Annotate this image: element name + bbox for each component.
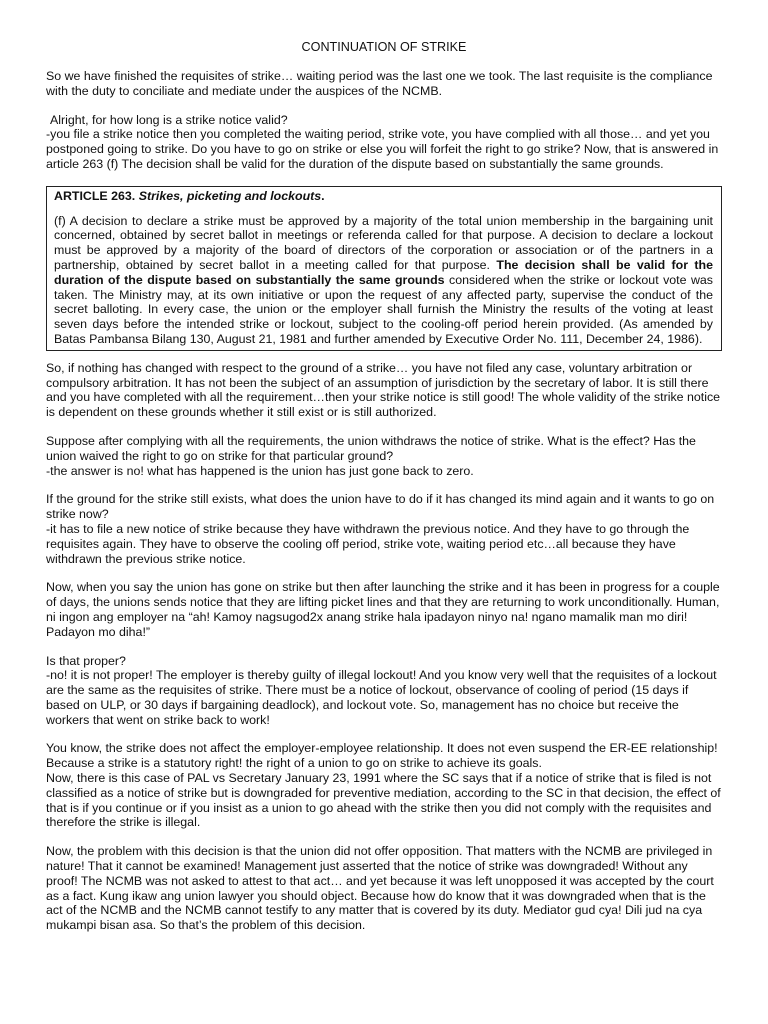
paragraph-text: Now, there is this case of PAL vs Secretary January 23, 1991 where the SC says that if a notice of strike that is filed is not classified as a notice of strike but is downgraded for preventive mediation, according to the SC in that decision, the effect of that is if you continue or if you insist as a union to go ahead with the strike then you did not comply with the requisites and therefore the strike is illegal. <box>46 771 721 830</box>
answer-text: -the answer is no! what has happened is the union has just gone back to zero. <box>46 463 474 478</box>
paragraph-withdraw-notice <box>46 434 722 478</box>
paragraph-is-that-proper <box>46 654 722 728</box>
paragraph-text: So, if nothing has changed with respect to the ground of a strike… you have not filed any case, voluntary arbitration or compulsory arbitration. It has not been the subject of an assumption of jurisdiction by the secretary of labor. It is still there and you have completed with all the requirement…then your strike notice is still good! The whole validity of the strike notice is dependent on these grounds whether it still exist or is still authorized. <box>46 360 721 420</box>
paragraph-problem <box>46 844 722 933</box>
article-number: ARTICLE 263. <box>54 188 136 203</box>
question-text: Alright, for how long is a strike notice valid? <box>50 112 288 127</box>
article-body-start: (f) A decision to declare a strike must be approved by a majority of the total union membership in the bargaining unit concerned, obtained by secret ballot in meetings or referenda called for that purpose. A decision to declare a lockout must be approved by a majority of the board of directors of the corporation or association or of the partners in a partnership, obtained by secret ballot in a meeting called for that purpose. <box>54 213 713 272</box>
article-heading <box>54 189 713 204</box>
document-page <box>46 40 722 947</box>
paragraph-text: Now, when you say the union has gone on strike but then after launching the strike and it has been in progress for a couple of days, the unions sends notice that they are lifting picket lines and that they are returning to work unconditionally. Human, ni ingon ang employer na “ah! Kamoy nagsugod2x anang strike hala ipadayon ninyo na! ngano mamalik man mo diri! Padayon mo diha!” <box>46 580 720 639</box>
paragraph-relationship <box>46 741 722 830</box>
question-text: If the ground for the strike still exists, what does the union have to do if it has changed its mind again and it wants to go on strike now? <box>46 492 715 522</box>
paragraph-text: So we have finished the requisites of strike… waiting period was the last one we took. The last requisite is the compliance with the duty to conciliate and mediate under the auspices of the NCMB. <box>46 69 713 98</box>
paragraph-requisites <box>46 69 722 99</box>
question-text: Is that proper? <box>46 653 126 668</box>
article-body-end: considered when the strike or lockout vote was taken. The Ministry may, at its own initiative or upon the request of any affected party, supervise the conduct of the secret balloting. In every case, the union or the employer shall furnish the Ministry the results of the voting at least seven days before the intended strike or lockout, subject to the cooling-off period herein provided. (As amended by Batas Pambansa Bilang 130, August 21, 1981 and further amended by Executive Order No. 111, December 24, 1986). <box>54 272 714 346</box>
paragraph-return-to-work <box>46 580 722 639</box>
page-title: CONTINUATION OF STRIKE <box>301 40 467 54</box>
paragraph-new-notice <box>46 492 722 566</box>
article-263-box <box>46 186 722 351</box>
paragraph-text: You know, the strike does not affect the employer-employee relationship. It does not even suspend the ER-EE relationship! Because a strike is a statutory right! the right of a union to go on strike to achieve its goals. <box>46 741 718 771</box>
paragraph-validity-question <box>46 113 722 172</box>
answer-text: -no! it is not proper! The employer is thereby guilty of illegal lockout! And you know very well that the requisites of a lockout are the same as the requisites of strike. There must be a notice of lockout, observance of cooling of period (15 days if based on ULP, or 30 days if bargaining deadlock), and lockout vote. So, management has no choice but receive the workers that went on strike back to work! <box>46 668 717 727</box>
article-body <box>54 214 713 347</box>
paragraph-no-change <box>46 361 722 420</box>
answer-text: -you file a strike notice then you completed the waiting period, strike vote, you have complied with all those… and yet you postponed going to strike. Do you have to go on strike or else you will forfeit the right to go strike? Now, that is answered in article 263 (f) The decision shall be valid for the duration of the dispute based on substantially the same grounds. <box>46 127 719 171</box>
question-text: Suppose after complying with all the requirements, the union withdraws the notice of strike. What is the effect? Has the union waived the right to go on strike for that particular ground? <box>46 433 696 463</box>
answer-text: -it has to file a new notice of strike because they have withdrawn the previous notice. And they have to go through the requisites again. They have to observe the cooling off period, strike vote, waiting period etc…all because they have withdrawn the previous strike notice. <box>46 521 690 566</box>
article-body-highlight: The decision shall be valid for the duration of the dispute based on substantially the same grounds <box>54 257 714 287</box>
article-title-period: . <box>321 188 325 203</box>
paragraph-text: Now, the problem with this decision is that the union did not offer opposition. That matters with the NCMB are privileged in nature! That it cannot be examined! Management just asserted that the notice of strike was downgraded! Without any proof! The NCMB was not asked to attest to that act… and yet because it was left unopposed it was accepted by the court as a fact. Kung ikaw ang union lawyer you should object. Because how do know that it was downgraded when that is the act of the NCMB and the NCMB cannot testify to any matter that is covered by its duty. Mediator gud cya! Dili jud na cya mukampi bisan asa. So that’s the problem of this decision. <box>46 844 714 933</box>
article-title: Strikes, picketing and lockouts <box>138 188 322 203</box>
